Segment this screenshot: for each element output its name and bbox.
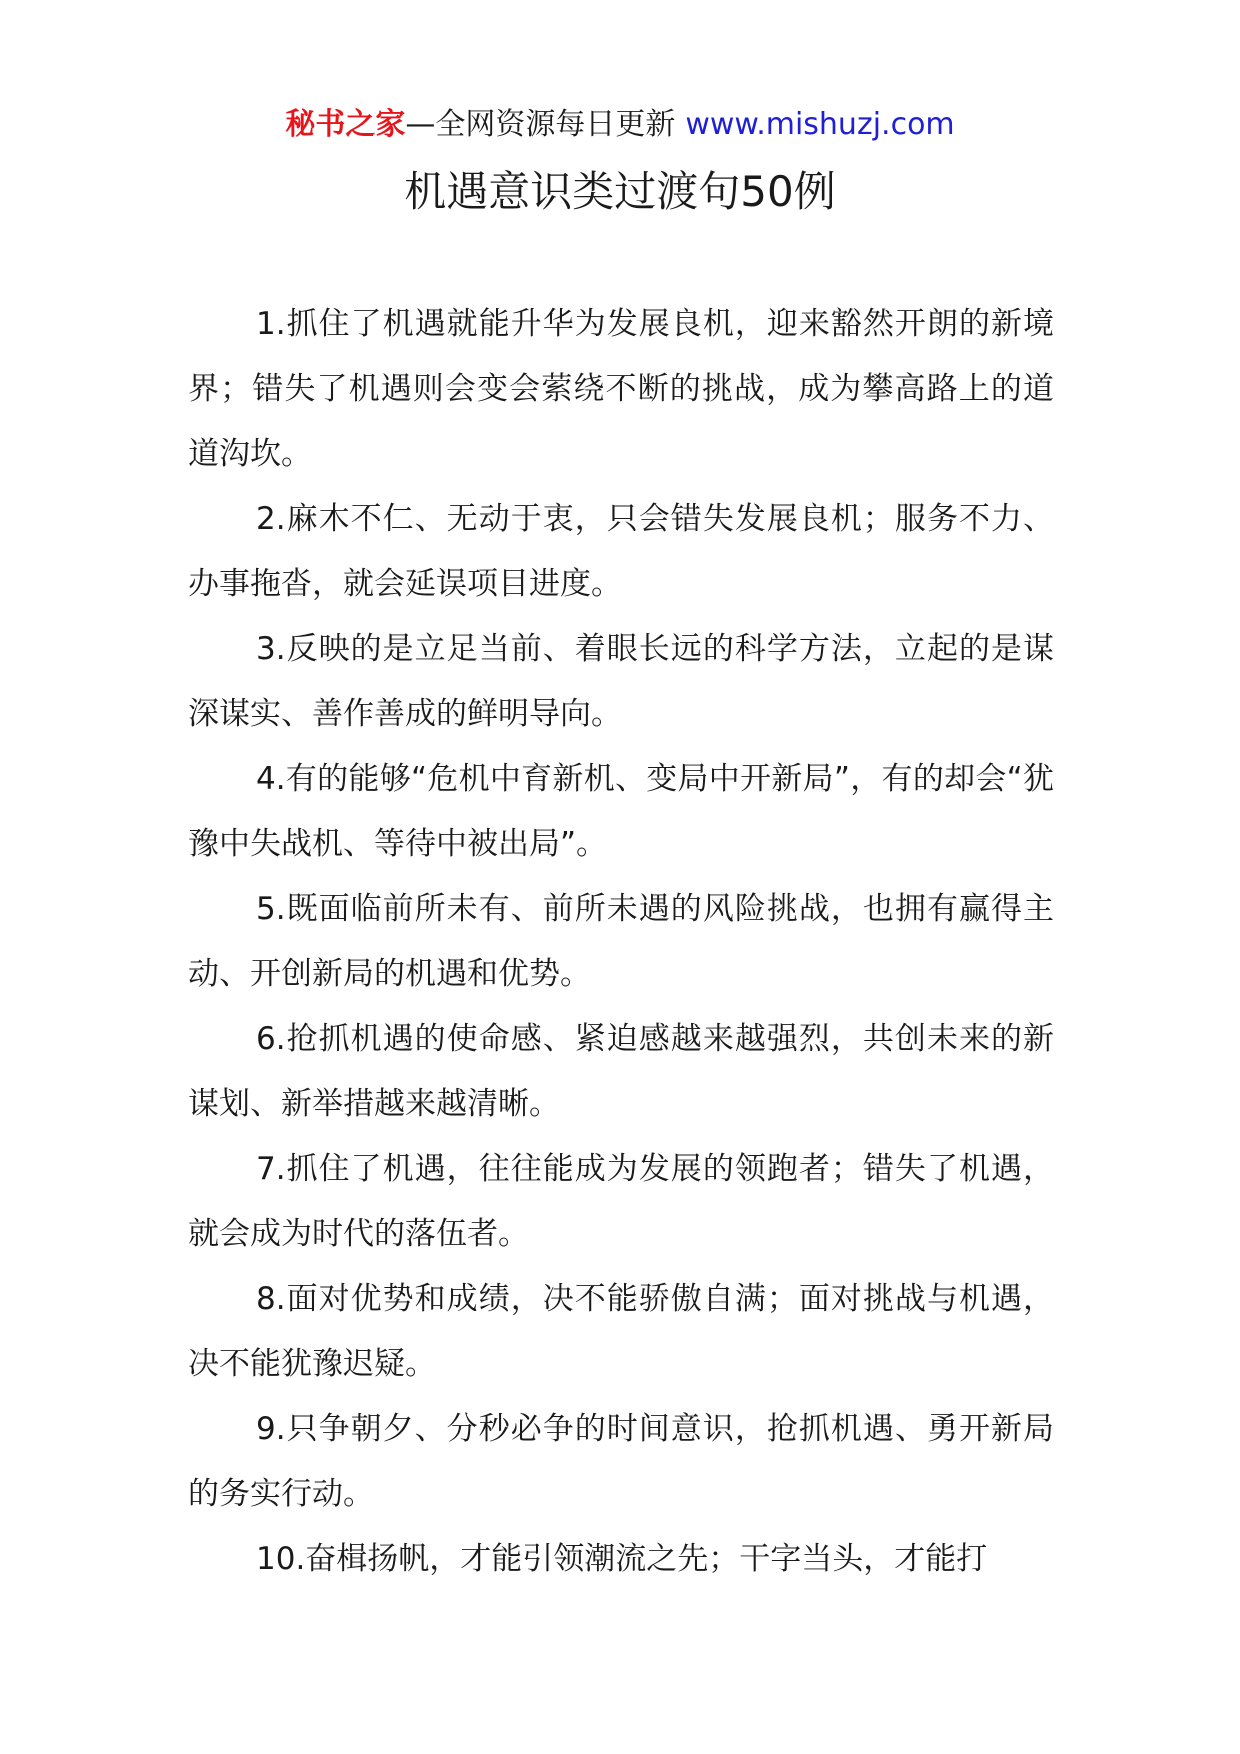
paragraph-5: 5.既面临前所未有、前所未遇的风险挑战，也拥有赢得主动、开创新局的机遇和优势。 (188, 891, 1054, 992)
paragraph-8: 8.面对优势和成绩，决不能骄傲自满；面对挑战与机遇，决不能犹豫迟疑。 (188, 1281, 1054, 1382)
header-tagline: —全网资源每日更新 (405, 107, 676, 142)
document-body (188, 292, 1054, 1592)
brand-name: 秘书之家 (285, 107, 406, 142)
paragraph-7: 7.抓住了机遇，往往能成为发展的领跑者；错失了机遇，就会成为时代的落伍者。 (188, 1151, 1054, 1252)
document-title: 机遇意识类过渡句50例 (404, 167, 836, 216)
paragraph-6: 6.抢抓机遇的使命感、紧迫感越来越强烈，共创未来的新谋划、新举措越来越清晰。 (188, 1021, 1054, 1122)
paragraph-9: 9.只争朝夕、分秒必争的时间意识，抢抓机遇、勇开新局的务实行动。 (188, 1411, 1054, 1512)
paragraph-10: 10.奋楫扬帆，才能引领潮流之先；干字当头，才能打 (256, 1541, 988, 1577)
paragraph-2: 2.麻木不仁、无动于衷，只会错失发展良机；服务不力、办事拖沓，就会延误项目进度。 (188, 501, 1054, 602)
paragraph-1: 1.抓住了机遇就能升华为发展良机，迎来豁然开朗的新境界；错失了机遇则会变会萦绕不断的挑战，成为攀高路上的道道沟坎。 (188, 306, 1054, 472)
paragraph-4: 4.有的能够“危机中育新机、变局中开新局”，有的却会“犹豫中失战机、等待中被出局”。 (188, 761, 1054, 862)
site-url-link[interactable]: www.mishuzj.com (685, 107, 955, 142)
site-header (0, 100, 1240, 150)
paragraph-3: 3.反映的是立足当前、着眼长远的科学方法，立起的是谋深谋实、善作善成的鲜明导向。 (188, 631, 1054, 732)
